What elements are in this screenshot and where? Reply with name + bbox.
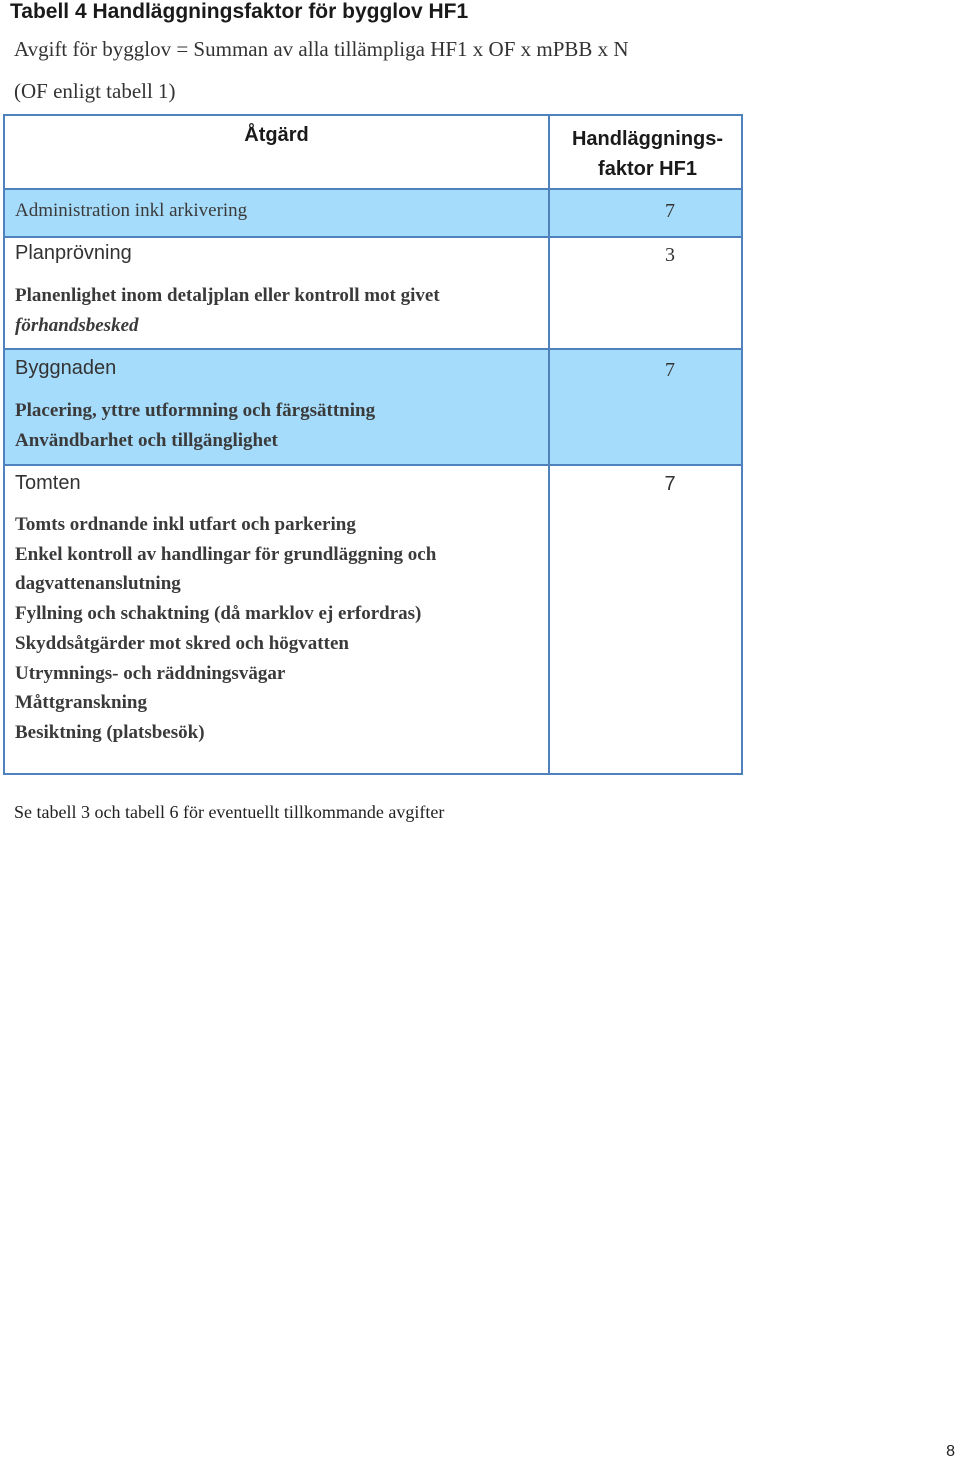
header-action: Åtgärd (244, 124, 309, 146)
list-item: Planenlighet inom detaljplan eller kontroll mot givet (15, 285, 440, 306)
row-planprovning-items (15, 281, 440, 340)
fee-formula: Avgift för bygglov = Summan av alla tillämpliga HF1 x OF x mPBB x N (14, 37, 629, 61)
list-item: Enkel kontroll av handlingar för grundläggning och (15, 543, 437, 565)
row-planprovning-value: 3 (665, 244, 675, 266)
list-item: Måttgranskning (15, 692, 147, 714)
header-factor (550, 124, 745, 184)
list-item: Användbarhet och tillgänglighet (15, 429, 278, 451)
list-item: Besiktning (platsbesök) (15, 721, 205, 743)
row-planprovning-label: Planprövning (15, 242, 132, 264)
list-item: dagvattenanslutning (15, 573, 181, 595)
row-byggnaden-label: Byggnaden (15, 357, 117, 379)
row-byggnaden-value: 7 (665, 359, 675, 381)
header-factor-line1: Handläggnings- (571, 128, 724, 150)
table-title: Tabell 4 Handläggningsfaktor för bygglov HF1 (10, 0, 469, 23)
row-divider (5, 464, 741, 466)
list-item: Placering, yttre utformning och färgsättning (15, 400, 376, 421)
column-divider (548, 116, 550, 773)
row-administration-value: 7 (665, 200, 675, 222)
list-item: Skyddsåtgärder mot skred och högvatten (15, 632, 349, 654)
header-factor-line2: faktor HF1 (598, 158, 697, 180)
formula-note: (OF enligt tabell 1) (14, 79, 176, 103)
list-item: förhandsbesked (15, 314, 139, 336)
fee-table (3, 114, 743, 775)
row-divider (5, 188, 741, 190)
row-divider (5, 348, 741, 350)
row-administration-label: Administration inkl arkivering (15, 200, 248, 221)
page-number: 8 (946, 1443, 955, 1460)
row-tomten-value: 7 (664, 473, 676, 495)
row-divider (5, 236, 741, 238)
footer-note: Se tabell 3 och tabell 6 för eventuellt tillkommande avgifter (14, 802, 445, 822)
list-item: Tomts ordnande inkl utfart och parkering (15, 514, 356, 535)
list-item: Fyllning och schaktning (då marklov ej erfordras) (15, 603, 422, 625)
row-tomten-label: Tomten (15, 472, 81, 494)
row-byggnaden-items (15, 396, 375, 455)
list-item: Utrymnings- och räddningsvägar (15, 662, 286, 684)
row-tomten-items (15, 510, 436, 748)
